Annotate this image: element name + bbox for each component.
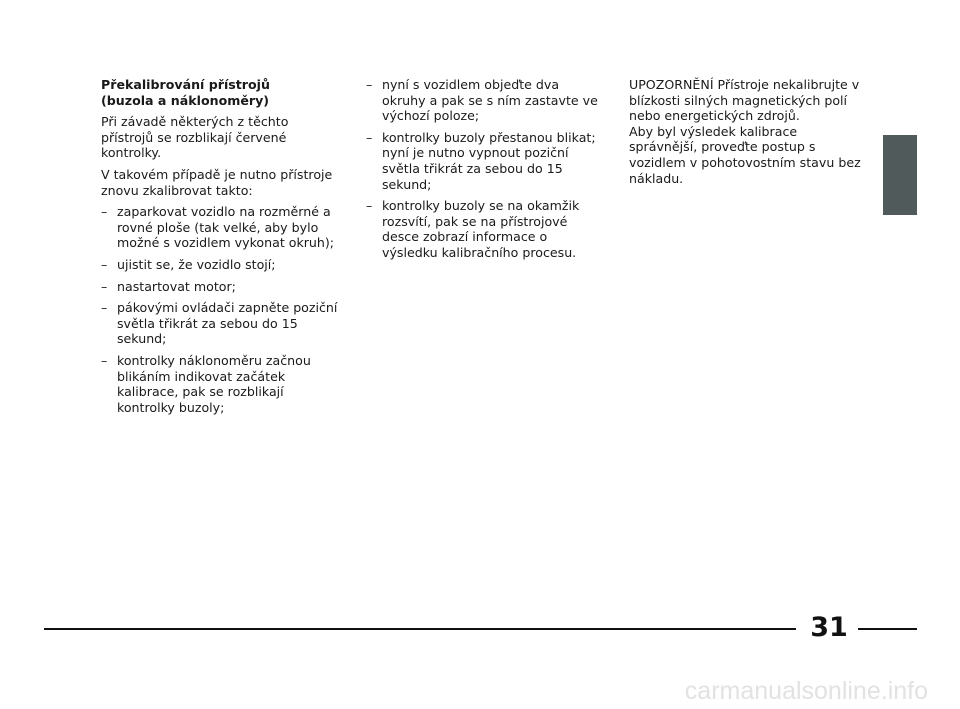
list-item: – zaparkovat vozidlo na rozměrné a rovné ploše (tak velké, aby bylo možné s vozidlem vykonat okruh); [101, 204, 335, 251]
list-item: – ujistit se, že vozidlo stojí; [101, 256, 276, 272]
column-2 [366, 77, 602, 267]
list-item: – kontrolky náklonoměru začnou blikáním indikovat začátek kalibrace, pak se rozblikají kontrolky buzoly; [101, 352, 311, 415]
section-heading: Překalibrování přístrojů (buzola a náklonoměry) [101, 77, 270, 108]
footer-rule-right [858, 628, 917, 630]
list-item: – kontrolky buzoly se na okamžik rozsvítí, pak se na přístrojové desce zobrazí informace o výsledku kalibračního procesu. [366, 198, 580, 260]
column-1 [101, 77, 341, 421]
steps-list-1 [101, 204, 341, 415]
intro-paragraph: Při závadě některých z těchto přístrojů se rozblikají červené kontrolky. [101, 114, 289, 161]
list-item: – kontrolky buzoly přestanou blikat; nyní je nutno vypnout poziční světla třikrát za sebou do 15 sekund; [366, 129, 596, 192]
list-item: – pákovými ovládači zapněte poziční světla třikrát za sebou do 15 sekund; [101, 300, 338, 347]
watermark: carmanualsonline.info [684, 677, 928, 705]
section-tab-marker [883, 135, 917, 215]
footer-rule-left [44, 628, 796, 630]
warning-text-1: UPOZORNĚNÍ Přístroje nekalibrujte v blízkosti silných magnetických polí nebo energetických zdrojů. [629, 77, 860, 124]
warning-text-2: Aby byl výsledek kalibrace správnější, proveďte postup s vozidlem v pohotovostním stavu bez nákladu. [629, 123, 861, 186]
steps-list-2 [366, 77, 602, 261]
list-item: – nyní s vozidlem objeďte dva okruhy a pak se s ním zastavte ve výchozí poloze; [366, 77, 598, 124]
list-item: – nastartovat motor; [101, 278, 236, 294]
instruction-paragraph: V takovém případě je nutno přístroje znovu zkalibrovat takto: [101, 166, 333, 198]
warning-note [629, 77, 869, 186]
page-number: 31 [810, 612, 848, 643]
